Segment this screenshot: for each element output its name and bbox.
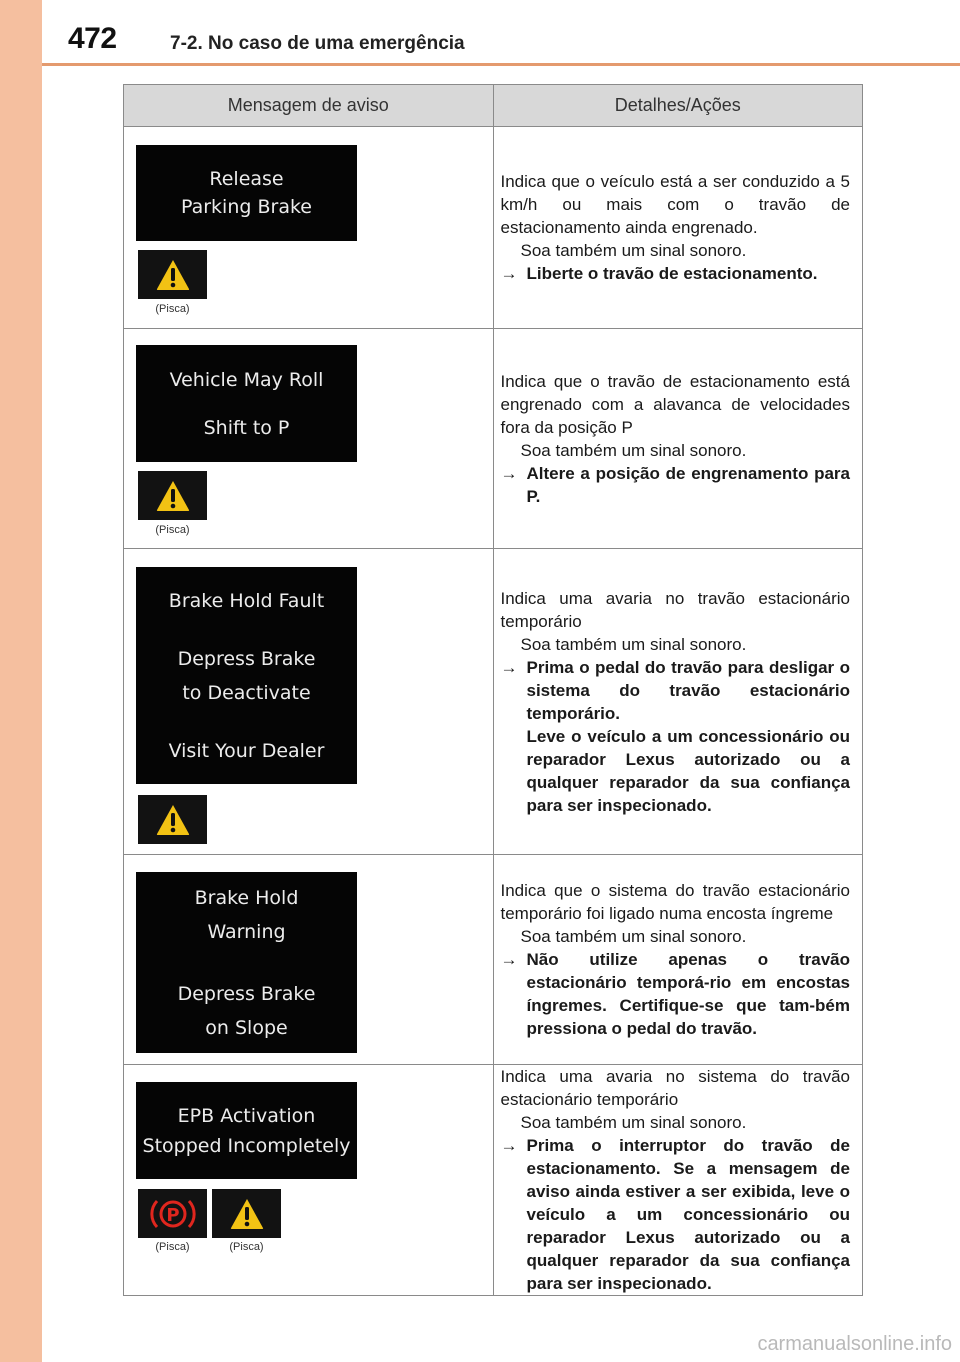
table-header-row — [124, 85, 863, 127]
sound-text: Soa também um sinal sonoro. — [520, 927, 747, 946]
warning-triangle-icon — [156, 480, 190, 512]
arrow-icon: → — [500, 463, 518, 483]
screen-line: EPB Activation — [177, 1104, 316, 1127]
screen-line: Release — [209, 168, 284, 190]
watermark: carmanualsonline.info — [757, 1333, 952, 1355]
icon-caption: (Pisca) — [155, 303, 190, 315]
table-row — [124, 1065, 863, 1296]
screen-line: Warning — [207, 920, 286, 943]
parking-brake-indicator — [138, 1189, 207, 1238]
description-text: Indica uma avaria no travão estacionário temporário — [500, 588, 850, 631]
warning-indicator — [138, 471, 207, 520]
display-screen — [136, 345, 357, 462]
warning-indicator — [212, 1189, 281, 1238]
arrow-icon: → — [500, 264, 518, 283]
page-number: 472 — [68, 22, 117, 55]
screen-line: Depress Brake — [177, 647, 316, 670]
side-color-band — [0, 0, 42, 1362]
screen-line: Stopped Incompletely — [142, 1134, 351, 1157]
table-row — [124, 549, 863, 855]
description-text: Indica que o sistema do travão estacionário temporário foi ligado numa encosta íngreme — [500, 881, 850, 923]
details-cell — [493, 329, 863, 549]
screen-line: Parking Brake — [181, 196, 312, 218]
table-row — [124, 855, 863, 1065]
page-header — [42, 0, 960, 66]
parking-brake-icon — [149, 1195, 197, 1233]
action-item — [501, 656, 851, 817]
screen-line: Vehicle May Roll — [169, 368, 324, 391]
arrow-icon: → — [500, 657, 518, 677]
details-cell — [493, 1065, 863, 1296]
display-screen — [136, 872, 357, 1053]
table-row — [124, 127, 863, 329]
message-cell — [124, 1065, 494, 1296]
screen-line: to Deactivate — [182, 681, 311, 704]
screen-line: Brake Hold — [194, 886, 299, 909]
message-cell — [124, 127, 494, 329]
screen-line: Brake Hold Fault — [168, 589, 325, 612]
description-text: Indica uma avaria no sistema do travão estacionário temporário — [500, 1067, 850, 1109]
column-header-details: Detalhes/Ações — [493, 85, 863, 127]
warning-indicator — [138, 795, 207, 844]
arrow-icon: → — [500, 950, 518, 969]
action-text: Liberte o travão de estacionamento. — [526, 264, 818, 283]
details-cell — [493, 127, 863, 329]
screen-line: Shift to P — [203, 416, 290, 439]
details-cell — [493, 855, 863, 1065]
warning-triangle-icon — [156, 804, 190, 836]
action-text: Prima o pedal do travão para desligar o sistema do travão estacionário temporário. — [526, 657, 850, 723]
description-text: Indica que o travão de estacionamento está engrenado com a alavanca de velocidades fora da posição P — [500, 371, 850, 437]
action-text: Prima o interruptor do travão de estacionamento. Se a mensagem de aviso ainda estiver a ser exibida, leve o veículo a um concessionário ou reparador Lexus autorizado ou a qualquer reparador da sua confiança para ser inspecionado. — [526, 1136, 850, 1293]
icon-caption: (Pisca) — [229, 1241, 264, 1253]
action-item — [501, 1134, 851, 1295]
action-text: Leve o veículo a um concessionário ou reparador Lexus autorizado ou a qualquer reparador da sua confiança para ser inspecionado. — [526, 726, 850, 815]
sound-text: Soa também um sinal sonoro. — [520, 1113, 747, 1132]
arrow-icon: → — [500, 1136, 518, 1155]
column-header-message: Mensagem de aviso — [124, 85, 494, 127]
warning-indicator — [138, 250, 207, 299]
details-cell — [493, 549, 863, 855]
icon-caption: (Pisca) — [155, 524, 190, 536]
action-text: Altere a posição de engrenamento para P. — [526, 463, 850, 506]
screen-line: Visit Your Dealer — [168, 739, 325, 762]
description-text: Indica que o veículo está a ser conduzido a 5 km/h ou mais com o travão de estacionamento ainda engrenado. — [500, 172, 850, 237]
display-screen — [136, 567, 357, 784]
action-text: Não utilize apenas o travão estacionário temporá-rio em encostas íngremes. Certifique-se que tam-bém pressiona o pedal do travão. — [526, 950, 850, 1038]
action-item — [501, 462, 851, 508]
icon-caption: (Pisca) — [155, 1241, 190, 1253]
table-row — [124, 329, 863, 549]
action-item — [501, 262, 851, 285]
display-screen — [136, 145, 357, 241]
warning-triangle-icon — [156, 259, 190, 291]
message-cell — [124, 855, 494, 1065]
screen-line: Depress Brake — [177, 982, 316, 1005]
section-title: 7-2. No caso de uma emergência — [170, 33, 465, 54]
sound-text: Soa também um sinal sonoro. — [520, 634, 747, 654]
warning-message-table — [123, 84, 863, 1296]
sound-text: Soa também um sinal sonoro. — [520, 440, 747, 460]
screen-line: on Slope — [205, 1016, 288, 1039]
message-cell — [124, 329, 494, 549]
message-cell — [124, 549, 494, 855]
sound-text: Soa também um sinal sonoro. — [520, 241, 747, 260]
action-item — [501, 948, 851, 1040]
warning-triangle-icon — [230, 1198, 264, 1230]
header-rule — [42, 63, 960, 66]
svg-text:P: P — [165, 1204, 180, 1226]
display-screen — [136, 1082, 357, 1179]
